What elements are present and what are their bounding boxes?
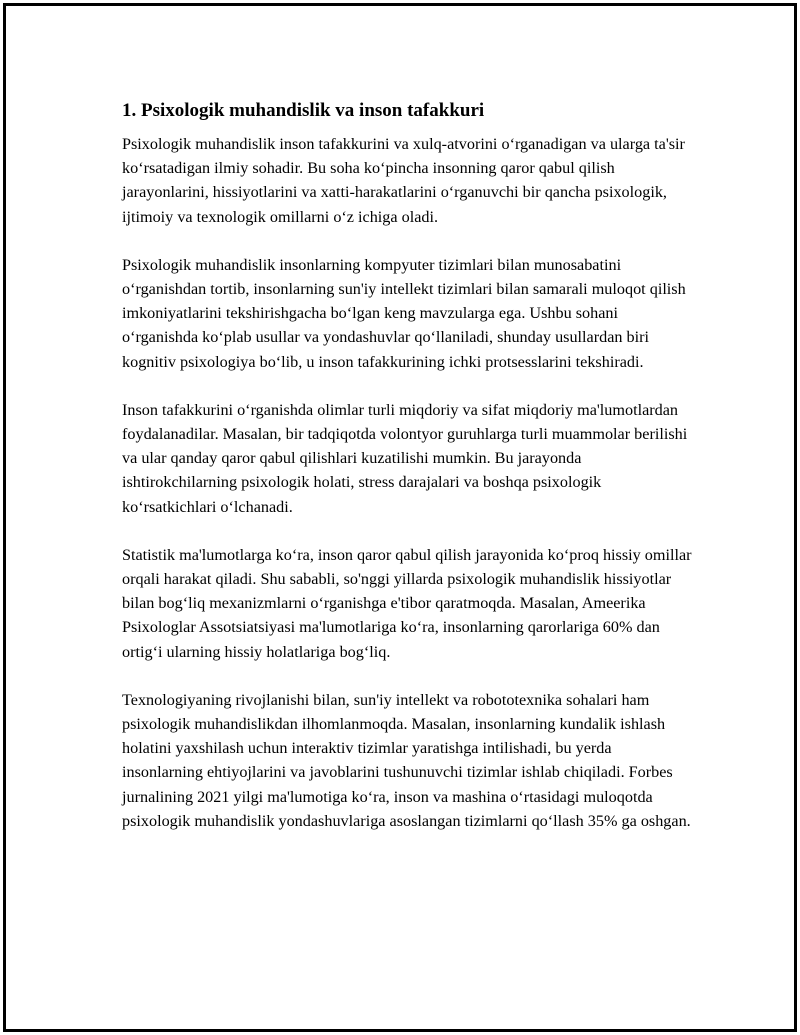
paragraph-4: Statistik ma'lumotlarga koʻra, inson qaror qabul qilish jarayonida koʻproq hissiy omillar orqali harakat qiladi. Shu sababli, so'nggi yillarda psixologik muhandislik hissiyotlar bilan bogʻliq mexanizmlarni oʻrganishga e'tibor qaratmoqda. Masalan, Ameerika Psixologlar Assotsiatsiyasi ma'lumotlariga koʻra, insonlarning qarorlariga 60% dan ortigʻi ularning hissiy holatlariga bogʻliq. — [122, 545, 692, 661]
paragraph-1: Psixologik muhandislik inson tafakkurini va xulq-atvorini oʻrganadigan va ularga ta'sir koʻrsatadigan ilmiy sohadir. Bu soha koʻpincha insonning qaror qabul qilish jarayonlarini, hissiyotlarini va xatti-harakatlarini oʻrganuvchi bir qancha psixologik, ijtimoiy va texnologik omillarni oʻz ichiga oladi. — [122, 135, 685, 226]
paragraph-5: Texnologiyaning rivojlanishi bilan, sun'iy intellekt va robototexnika sohalari ham psixologik muhandislikdan ilhomlanmoqda. Masalan, insonlarning kundalik ishlash holatini yaxshilash uchun interaktiv tizimlar yaratishga intilishadi, bu yerda insonlarning ehtiyojlarini va javoblarini tushunuvchi tizimlar ishlab chiqiladi. Forbes jurnalining 2021 yilgi ma'lumotiga koʻra, inson va mashina oʻrtasidagi muloqotda psixologik muhandislik yondashuvlariga asoslangan tizimlarni qoʻllash 35% ga oshgan. — [122, 690, 691, 830]
section-heading: 1. Psixologik muhandislik va inson tafakkuri — [122, 100, 485, 121]
page-border — [3, 3, 797, 1032]
paragraph-3: Inson tafakkurini oʻrganishda olimlar turli miqdoriy va sifat miqdoriy ma'lumotlardan foydalanadilar. Masalan, bir tadqiqotda volontyor guruhlarga turli muammolar berilishi va ular qanday qaror qabul qilishlari kuzatilishi mumkin. Bu jarayonda ishtirokchilarning psixologik holati, stress darajalari va boshqa psixologik koʻrsatkichlari oʻlchanadi. — [122, 400, 688, 516]
document-body — [122, 98, 694, 857]
paragraph-2: Psixologik muhandislik insonlarning kompyuter tizimlari bilan munosabatini oʻrganishdan tortib, insonlarning sun'iy intellekt tizimlari bilan samarali muloqot qilish imkoniyatlarini tekshirishgacha boʻlgan keng mavzularga ega. Ushbu sohani oʻrganishda koʻplab usullar va yondashuvlar qoʻllaniladi, shunday usullardan biri kognitiv psixologiya boʻlib, u inson tafakkurining ichki protsesslarini tekshiradi. — [122, 255, 686, 371]
